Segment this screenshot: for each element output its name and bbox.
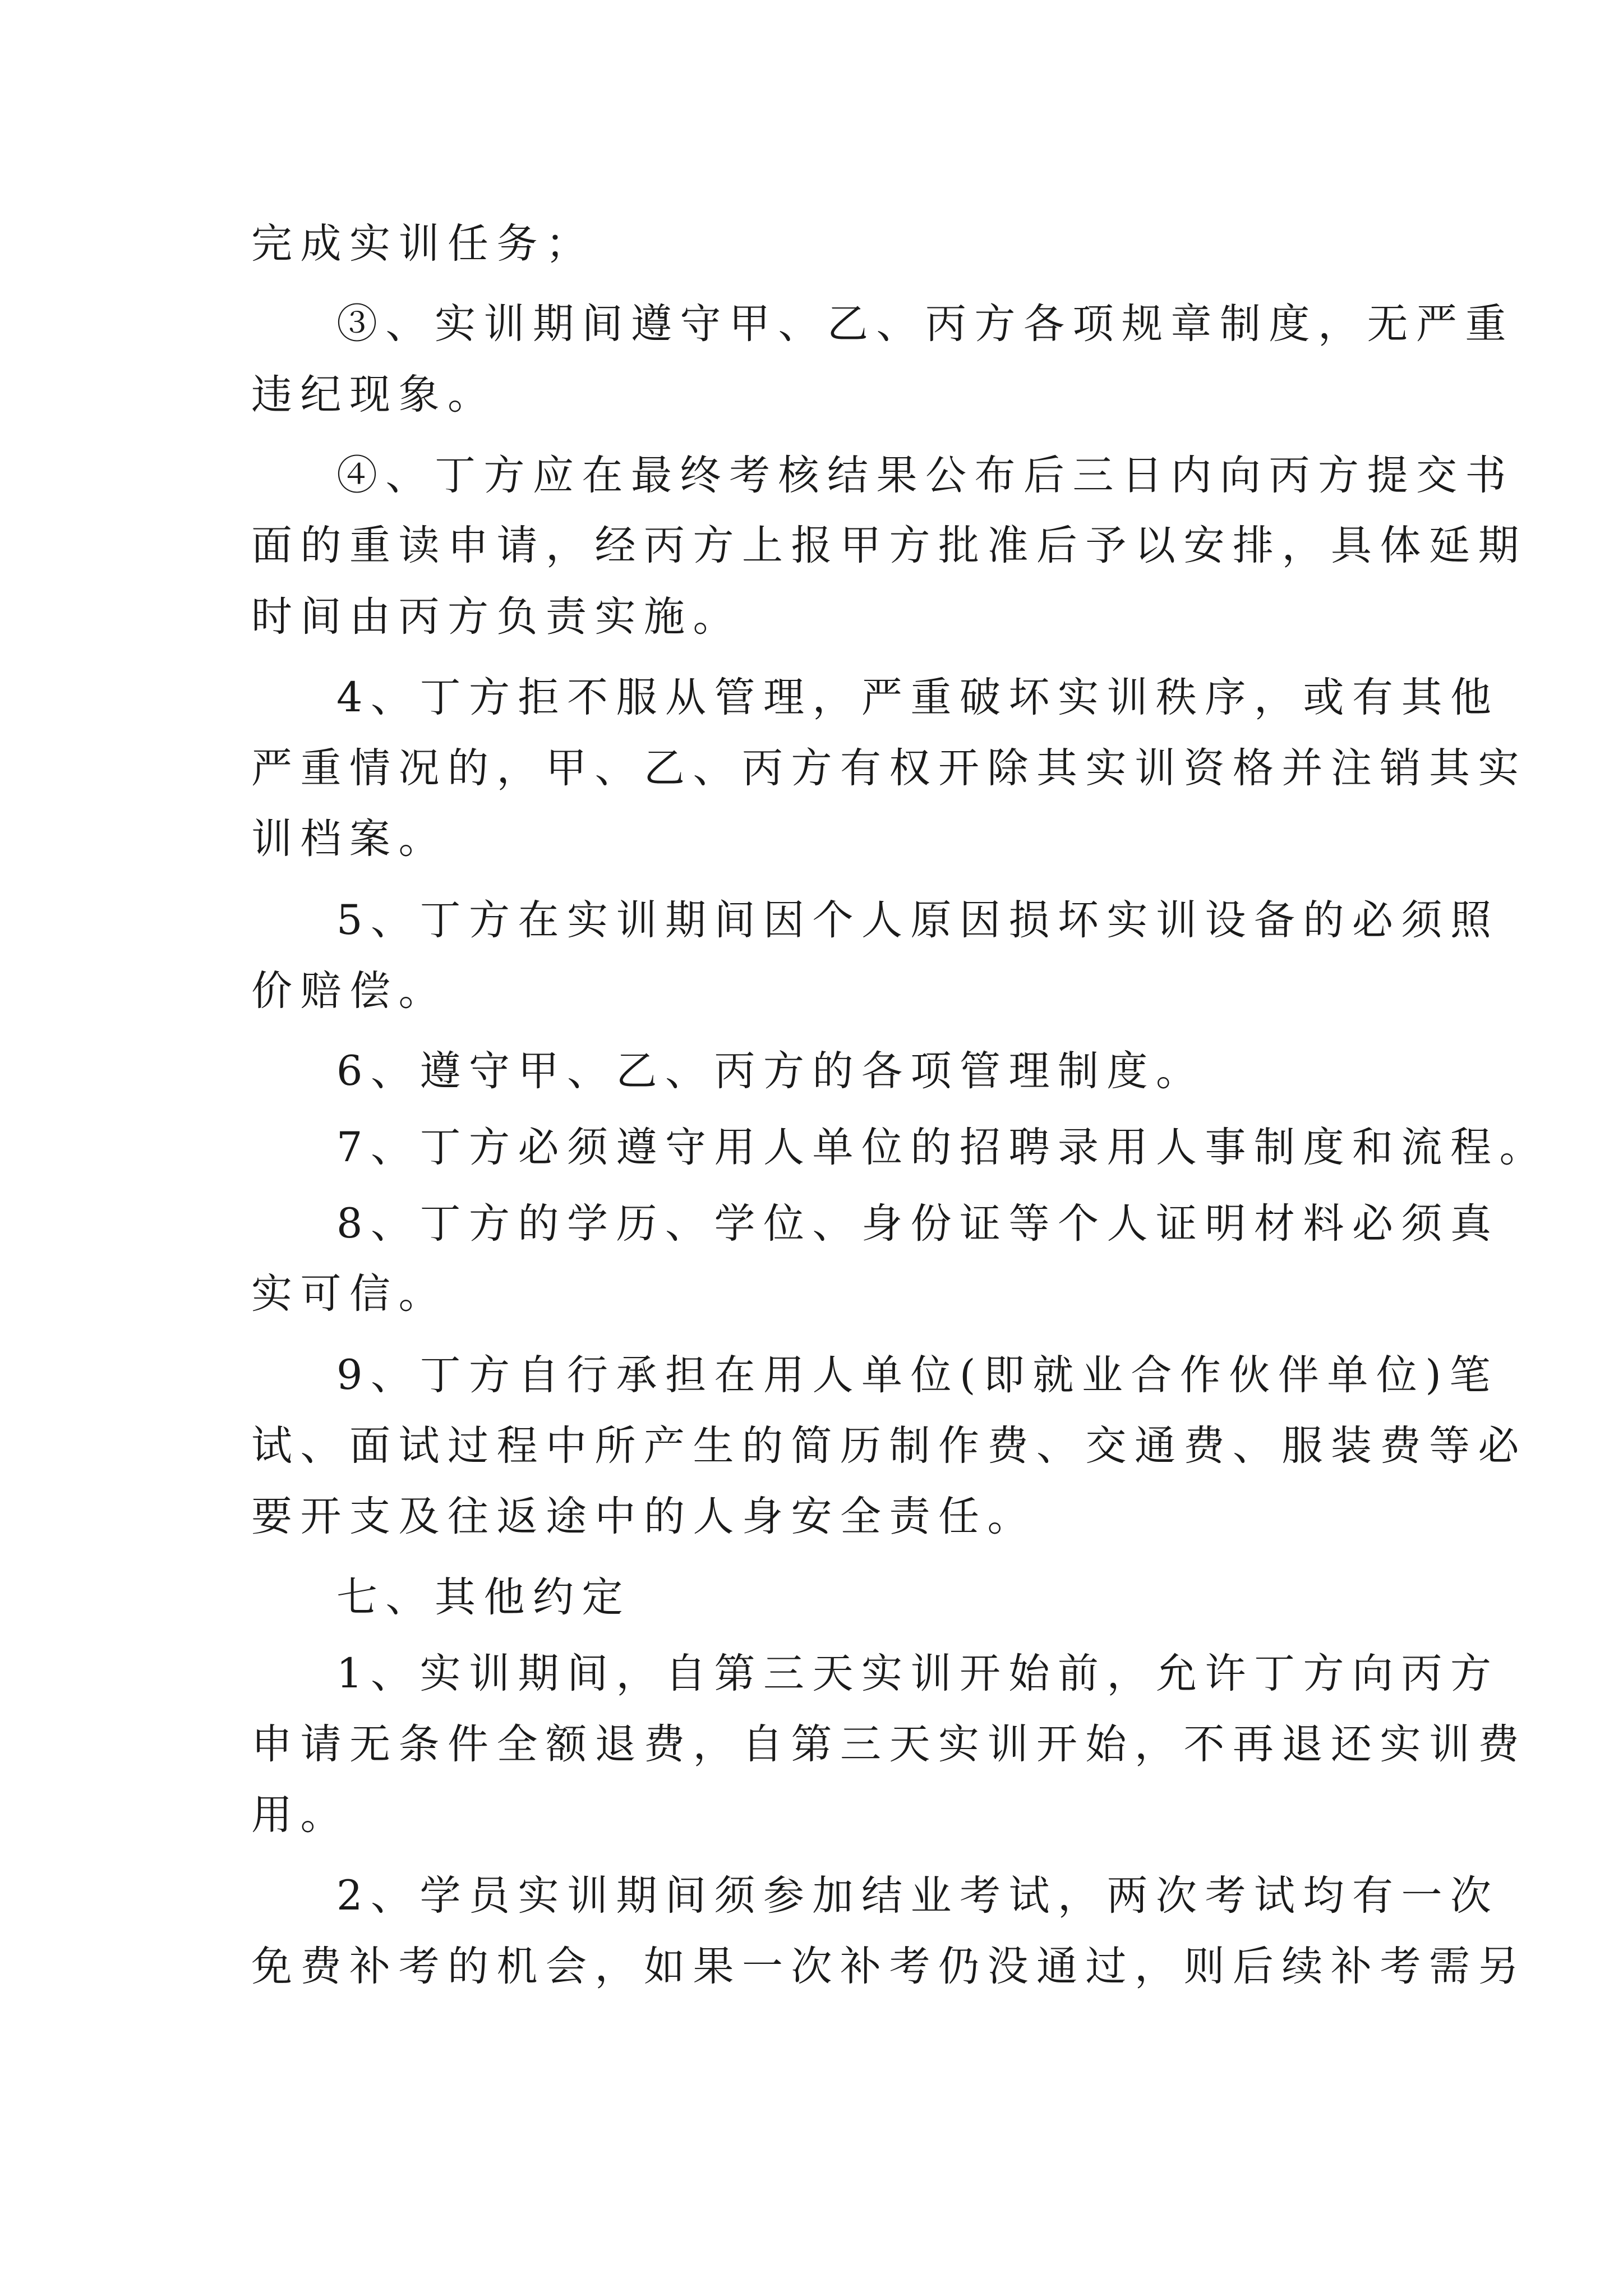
clause-heading-line: 2、学员实训期间须参加结业考试，两次考试均有一次 xyxy=(336,1872,1500,1920)
text-line: 严重情况的，甲、乙、丙方有权开除其实训资格并注销其实 xyxy=(251,744,1527,792)
text-line: 违纪现象。 xyxy=(251,371,497,418)
text-line: 时间由丙方负责实施。 xyxy=(251,593,742,641)
clause-heading-line: ③、实训期间遵守甲、乙、丙方各项规章制度，无严重 xyxy=(336,300,1514,348)
clause-heading-line: ④、丁方应在最终考核结果公布后三日内向丙方提交书 xyxy=(336,452,1514,499)
text-line: 训档案。 xyxy=(251,815,448,863)
clause-heading-line: 6、遵守甲、乙、丙方的各项管理制度。 xyxy=(336,1047,1205,1095)
text-line: 面的重读申请，经丙方上报甲方批准后予以安排，具体延期 xyxy=(251,522,1527,569)
text-line: 免费补考的机会，如果一次补考仍没通过，则后续补考需另 xyxy=(251,1943,1527,1990)
text-line: 用。 xyxy=(251,1791,349,1839)
text-line: 完成实训任务； xyxy=(251,220,595,268)
clause-heading-line: 9、丁方自行承担在用人单位(即就业合作伙伴单位)笔 xyxy=(336,1351,1498,1399)
text-line: 价赔偿。 xyxy=(251,967,448,1015)
text-line: 要开支及往返途中的人身安全责任。 xyxy=(251,1493,1036,1540)
text-line: 试、面试过程中所产生的简历制作费、交通费、服装费等必 xyxy=(251,1422,1527,1470)
text-line: 申请无条件全额退费，自第三天实训开始，不再退还实训费 xyxy=(251,1720,1527,1768)
clause-heading-line: 7、丁方必须遵守用人单位的招聘录用人事制度和流程。 xyxy=(336,1124,1548,1171)
text-line: 实可信。 xyxy=(251,1270,448,1318)
clause-heading-line: 1、实训期间，自第三天实训开始前，允许丁方向丙方 xyxy=(336,1650,1500,1697)
clause-heading-line: 8、丁方的学历、学位、身份证等个人证明材料必须真 xyxy=(336,1200,1500,1248)
clause-heading-line: 5、丁方在实训期间因个人原因损坏实训设备的必须照 xyxy=(336,896,1500,944)
section-heading: 七、其他约定 xyxy=(336,1573,631,1621)
clause-heading-line: 4、丁方拒不服从管理，严重破坏实训秩序，或有其他 xyxy=(336,674,1500,721)
